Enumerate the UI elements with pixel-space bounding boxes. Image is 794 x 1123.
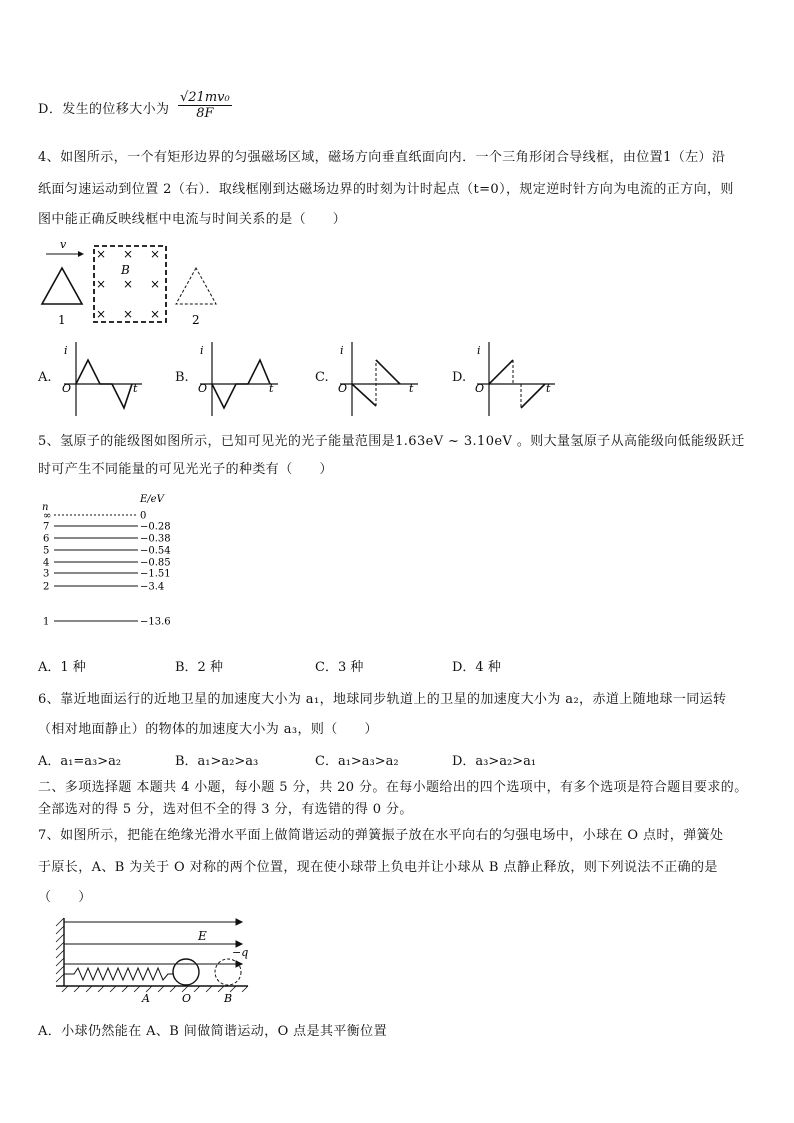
q4-option-b-letter: B.	[175, 370, 189, 385]
field-cross: ×	[96, 247, 107, 261]
level-energy-label: −0.85	[140, 557, 171, 569]
q7-text-line-2: 于原长，A、B 为关于 O 对称的两个位置，现在使小球带上负电并让小球从 B 点静止释放，则下列说法不正确的是	[38, 860, 718, 875]
level-energy-label: −0.54	[140, 545, 171, 557]
q4-option-c-letter: C.	[315, 370, 329, 385]
q5-option-c: C．3 种	[315, 660, 364, 675]
q4-text-line-1: 4、如图所示，一个有矩形边界的匀强磁场区域，磁场方向垂直纸面向内．一个三角形闭合导线框，由位置1（左）沿	[38, 150, 726, 165]
origin-label: O	[338, 382, 348, 395]
section-2-heading-line-2: 全部选对的得 5 分，选对但不全的得 3 分，有选错的得 0 分。	[38, 802, 413, 817]
field-label-b: B	[121, 263, 130, 277]
q7-option-a: A．小球仍然能在 A、B 间做简谐运动，O 点是其平衡位置	[38, 1024, 387, 1039]
field-label-e: E	[198, 929, 207, 943]
level-energy-label: −13.6	[140, 616, 171, 628]
point-b-label: B	[224, 992, 233, 1005]
q4-text-line-2: 纸面匀速运动到位置 2（右）．取线框刚到达磁场边界的时刻为计时起点（t=0），规定逆时针方向为电流的正方向，则	[38, 182, 734, 197]
q6-option-d: D．a₃>a₂>a₁	[452, 754, 537, 769]
current-curve	[352, 384, 376, 406]
axis-e-label: E/eV	[140, 494, 164, 505]
q5-option-d: D．4 种	[452, 660, 501, 675]
q5-text-line-2: 时可产生不同能量的可见光光子的种类有（ ）	[38, 462, 333, 477]
q4-option-a-letter: A.	[38, 370, 52, 385]
field-cross: ×	[123, 277, 134, 291]
level-n-label: 7	[43, 521, 50, 533]
ball	[173, 959, 199, 985]
velocity-label: v	[60, 238, 67, 251]
axis-t-label: t	[133, 382, 138, 395]
level-energy-label: −1.51	[140, 568, 171, 580]
axis-i-label: i	[64, 344, 68, 357]
q4-text-line-3: 图中能正确反映线框中电流与时间关系的是（ ）	[38, 212, 347, 227]
axis-t-label: t	[409, 382, 414, 395]
q7-text-line-1: 7、如图所示，把能在绝缘光滑水平面上做简谐运动的弹簧振子放在水平向右的匀强电场中，小球在 O 点时，弹簧处	[38, 828, 724, 843]
level-n-label: 2	[43, 581, 50, 593]
point-a-label: A	[142, 992, 150, 1005]
field-cross: ×	[150, 307, 161, 321]
level-energy-label: −3.4	[140, 581, 165, 593]
axis-n-label: n	[42, 502, 49, 513]
energy-levels	[43, 511, 171, 628]
ball-position-b	[215, 959, 241, 985]
section-2-heading-line-1: 二、多项选择题 本题共 4 小题，每小题 5 分，共 20 分。在每小题给出的四个选项中，有多个选项是符合题目要求的。	[38, 780, 748, 795]
q3-option-d-text: D．发生的位移大小为	[38, 102, 170, 117]
field-cross: ×	[123, 307, 134, 321]
field-cross: ×	[123, 247, 134, 261]
q4-option-d-letter: D.	[452, 370, 467, 385]
q5-text-line-1: 5、氢原子的能级图如图所示，已知可见光的光子能量范围是1.63eV ~ 3.10eV 。则大量氢原子从高能级向低能级跃迁	[38, 434, 745, 449]
position-1-label: 1	[58, 313, 66, 327]
electric-field-lines	[64, 919, 242, 967]
axis-t-label: t	[546, 382, 551, 395]
level-energy-label: 0	[140, 510, 147, 522]
axis-i-label: i	[200, 344, 204, 357]
origin-label: O	[198, 382, 208, 395]
point-o-label: O	[182, 992, 192, 1005]
axis-t-label: t	[269, 382, 274, 395]
q4-option-a-graph	[60, 340, 145, 418]
current-curve	[376, 360, 400, 384]
q7-spring-oscillator-figure	[52, 912, 252, 1004]
level-n-label: 5	[43, 545, 50, 557]
q6-option-a: A．a₁=a₃>a₂	[38, 754, 122, 769]
field-cross: ×	[96, 307, 107, 321]
field-cross: ×	[150, 247, 161, 261]
level-n-label: 1	[43, 616, 50, 628]
q4-option-c-graph	[336, 340, 421, 418]
q5-option-a: A．1 种	[38, 660, 86, 675]
triangle-position-2	[176, 268, 216, 304]
level-n-label: 4	[43, 557, 50, 569]
triangle-position-1	[42, 268, 82, 304]
origin-label: O	[62, 382, 72, 395]
q6-option-b: B．a₁>a₂>a₃	[175, 754, 259, 769]
q5-option-b: B．2 种	[175, 660, 223, 675]
axis-i-label: i	[340, 344, 344, 357]
charge-label: −q	[232, 946, 249, 959]
current-curve	[521, 384, 545, 408]
fraction	[178, 90, 232, 121]
q5-energy-level-diagram	[38, 488, 188, 644]
axis-i-label: i	[477, 344, 481, 357]
field-cross: ×	[150, 277, 161, 291]
origin-label: O	[475, 382, 485, 395]
q4-option-d-graph	[473, 340, 558, 418]
fraction-numerator: √21mv₀	[180, 90, 230, 105]
q4-magnetic-field-figure	[38, 236, 228, 328]
level-n-label: ∞	[43, 510, 52, 522]
q7-text-line-3: （ ）	[38, 890, 92, 905]
field-cross: ×	[96, 277, 107, 291]
q6-text-line-2: （相对地面静止）的物体的加速度大小为 a₃，则（ ）	[38, 722, 378, 737]
level-n-label: 3	[43, 568, 50, 580]
fraction-denominator: 8F	[196, 106, 214, 121]
q4-option-b-graph	[196, 340, 281, 418]
q6-option-c: C．a₁>a₃>a₂	[315, 754, 399, 769]
position-2-label: 2	[192, 313, 200, 327]
velocity-arrowhead	[78, 251, 84, 257]
level-n-label: 6	[43, 533, 50, 545]
spring	[64, 968, 174, 980]
current-curve	[489, 360, 513, 384]
q3-option-d	[38, 98, 169, 117]
level-energy-label: −0.38	[140, 533, 171, 545]
q6-text-line-1: 6、靠近地面运行的近地卫星的加速度大小为 a₁，地球同步轨道上的卫星的加速度大小为 a₂，赤道上随地球一同运转	[38, 692, 727, 707]
level-energy-label: −0.28	[140, 521, 171, 533]
